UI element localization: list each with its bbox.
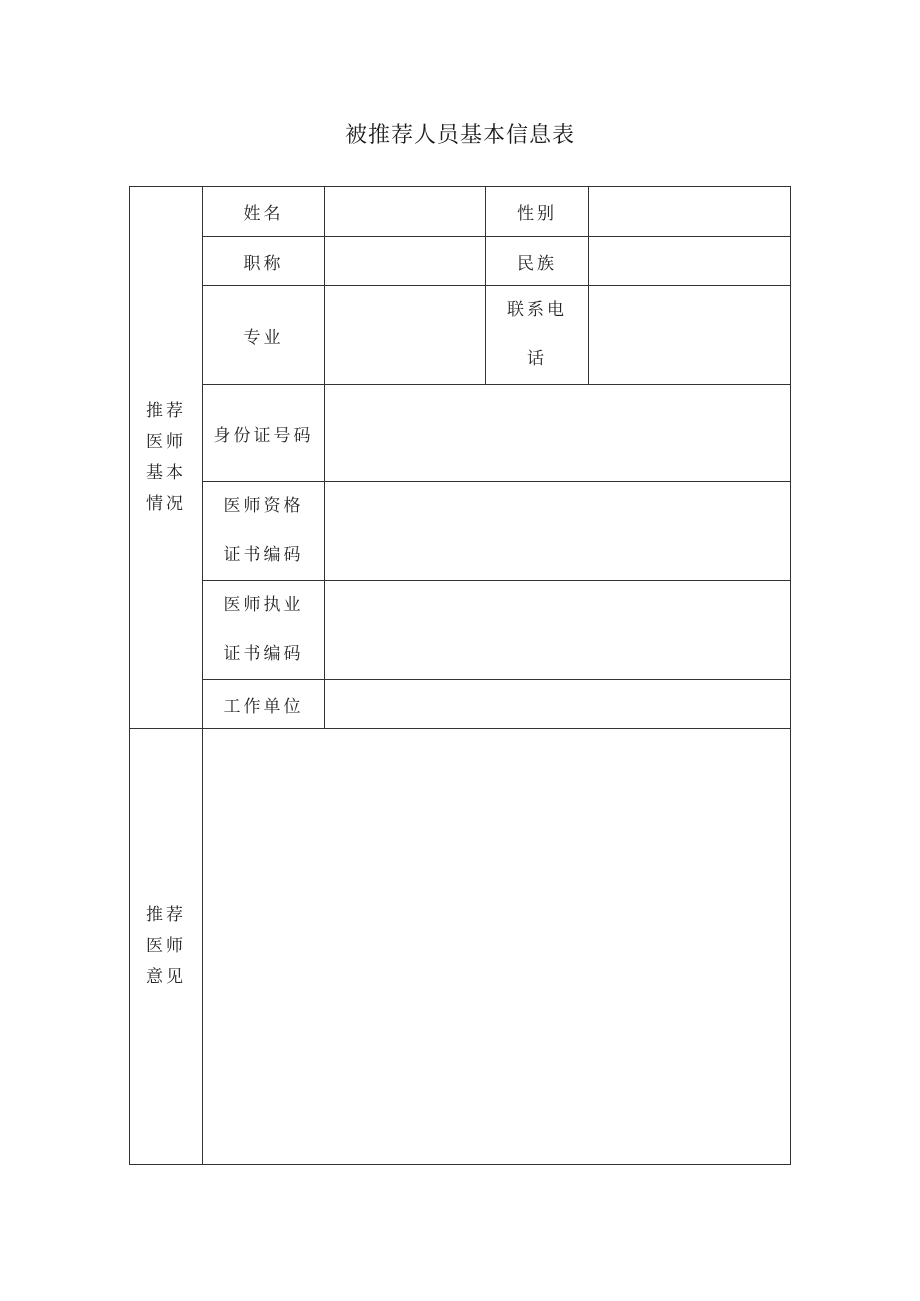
- section-basic-label-line1: 推荐: [146, 400, 186, 421]
- section-opinion-label-line1: 推荐: [146, 905, 186, 925]
- section-basic-label-line2: 医师: [146, 431, 186, 452]
- label-workplace: 工作单位: [203, 680, 325, 729]
- row-opinion: [130, 729, 791, 1165]
- label-practice-line1: 医师执业: [223, 595, 304, 615]
- input-gender[interactable]: [589, 187, 791, 237]
- section-basic-label: [130, 187, 203, 729]
- row-title-ethnicity: [130, 237, 791, 286]
- row-major-phone: [130, 286, 791, 385]
- label-name: 姓名: [203, 187, 325, 237]
- input-ethnicity[interactable]: [589, 237, 791, 286]
- section-opinion-label-line2: 医师: [146, 936, 186, 956]
- label-practice-line2: 证书编码: [223, 644, 304, 664]
- label-qualification: [203, 482, 325, 581]
- label-ethnicity: 民族: [486, 237, 589, 286]
- input-major[interactable]: [325, 286, 486, 385]
- section-basic-label-line4: 情况: [146, 493, 186, 514]
- input-practice[interactable]: [325, 581, 791, 680]
- label-gender: 性别: [486, 187, 589, 237]
- input-opinion[interactable]: [203, 729, 791, 1165]
- row-qualification: [130, 482, 791, 581]
- input-workplace[interactable]: [325, 680, 791, 729]
- row-practice: [130, 581, 791, 680]
- section-opinion-label-line3: 意见: [146, 967, 186, 987]
- page-title: 被推荐人员基本信息表: [344, 123, 575, 148]
- label-id-number: 身份证号码: [203, 385, 325, 482]
- label-phone: [486, 286, 589, 385]
- info-form-table: [129, 186, 791, 1165]
- label-major: 专业: [203, 286, 325, 385]
- label-title: 职称: [203, 237, 325, 286]
- label-qualification-line1: 医师资格: [223, 496, 304, 516]
- input-qualification[interactable]: [325, 482, 791, 581]
- row-workplace: [130, 680, 791, 729]
- input-phone[interactable]: [589, 286, 791, 385]
- input-id-number[interactable]: [325, 385, 791, 482]
- section-basic-label-line3: 基本: [146, 462, 186, 483]
- label-qualification-line2: 证书编码: [223, 545, 304, 565]
- label-practice: [203, 581, 325, 680]
- row-name-gender: [130, 187, 791, 237]
- label-phone-line1: 联系电: [507, 300, 567, 320]
- label-phone-line2: 话: [527, 349, 547, 369]
- section-opinion-label: [130, 729, 203, 1165]
- input-name[interactable]: [325, 187, 486, 237]
- row-id-number: [130, 385, 791, 482]
- input-title[interactable]: [325, 237, 486, 286]
